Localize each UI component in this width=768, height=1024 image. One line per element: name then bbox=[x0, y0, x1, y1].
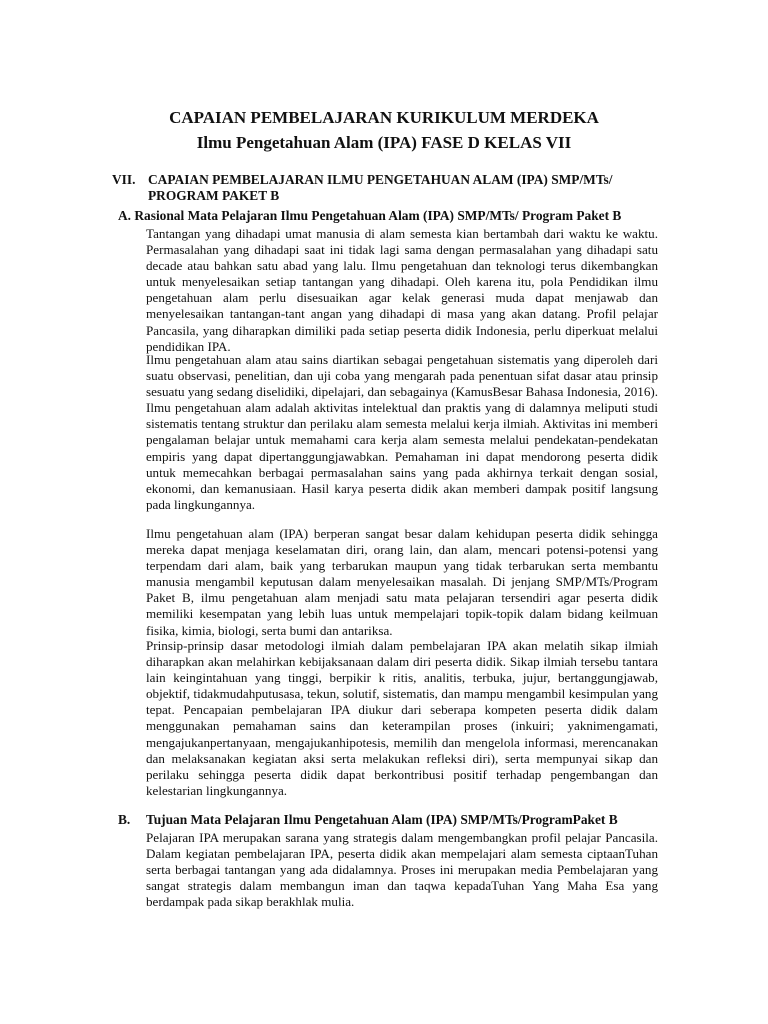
section-a-paragraph-4: Prinsip-prinsip dasar metodologi ilmiah dalam pembelajaran IPA akan melatih sikap ilmiah diharapkan akan melahirkan kebijaksanaan dalam diri peserta didik. Sikap ilmiah tersebu tantara lain keingintahuan yang tinggi, berpikir k ritis, analitis, terbuka, jujur, bertanggungjawab, objektif, tidakmudahputusasa, tekun, solutif, sistematis, dan mampu mengambil kesimpulan yang tepat. Pencapaian pembelajaran IPA diukur dari seberapa kompeten peserta didik dalam menggunakan pemahaman sains dan keterampilan proses (inkuiri; yaknimengamati, mengajukanpertanyaan, mengajukanhipotesis, memilih dan mengelola informasi, merencanakan dan melaksanakan kegiatan aksi serta melakukan refleksi diri), serta mempunyai sikap dan perilaku sehingga peserta didik dapat berkontribusi positif terhadap pengembangan dan kelestarian lingkungannya. bbox=[146, 638, 658, 798]
section-vii-heading-line2: PROGRAM PAKET B bbox=[148, 188, 280, 203]
section-a-paragraph-1: Tantangan yang dihadapi umat manusia di alam semesta kian bertambah dari waktu ke waktu. Permasalahan yang dihadapi saat ini tidak lagi sama dengan permasalahan yang dihadapi satu decade atau bahkan satu abad yang lalu. Ilmu pengetahuan dan teknologi terus dikembangkan untuk menyelesaikan setiap tantangan yang dihadapi. Oleh karena itu, pola Pendidikan ilmu pengetahuan alam perlu disesuaikan agar kelak generasi muda dapat menjawab dan menyelesaikan tantangan-tant angan yang dihadapi di masa yang akan datang. Profil pelajar Pancasila, yang diharapkan dimiliki pada setiap peserta didik Indonesia, perlu diperkuat melalui pendidikan IPA. bbox=[146, 226, 658, 354]
section-a-heading: A. Rasional Mata Pelajaran Ilmu Pengetahuan Alam (IPA) SMP/MTs/ Program Paket B bbox=[118, 208, 622, 223]
section-b-number: B. bbox=[118, 812, 131, 827]
section-b-heading bbox=[118, 812, 678, 828]
section-vii-heading-line1: CAPAIAN PEMBELAJARAN ILMU PENGETAHUAN ALAM (IPA) SMP/MTs/ bbox=[148, 172, 613, 187]
document-subtitle: Ilmu Pengetahuan Alam (IPA) FASE D KELAS VII bbox=[196, 133, 572, 152]
section-b-paragraph-1: Pelajaran IPA merupakan sarana yang strategis dalam mengembangkan profil pelajar Pancasila. Dalam kegiatan pembelajaran IPA, peserta didik akan mempelajari alam semesta ciptaanTuhan serta berbagai tantangan yang ada didalamnya. Proses ini merupakan media Pembelajaran yang sangat strategis dalam membangun iman dan taqwa kepadaTuhan Yang Maha Esa yang berdampak pada sikap berakhlak mulia. bbox=[146, 830, 658, 910]
section-a-paragraph-3: Ilmu pengetahuan alam (IPA) berperan sangat besar dalam kehidupan peserta didik sehingga mereka dapat menjaga keselamatan diri, orang lain, dan alam, mencari potensi-potensi yang terpendam dari alam, baik yang terbarukan maupun yang tidak terbarukan serta membantu manusia mengambil keputusan dalam menyelesaikan masalah. Di jenjang SMP/MTs/Program Paket B, ilmu pengetahuan alam menjadi satu mata pelajaran tersendiri agar peserta didik memiliki kesempatan yang lebih luas untuk mempelajari topik-topik dalam bidang keilmuan fisika, kimia, biologi, serta bumi dan antariksa. bbox=[146, 526, 658, 638]
section-a-paragraph-2: Ilmu pengetahuan alam atau sains diartikan sebagai pengetahuan sistematis yang diperoleh dari suatu observasi, penelitian, dan uji coba yang mengarah pada penentuan sifat dasar atau prinsip sesuatu yang sedang diselidiki, dipelajari, dan sebagainya (KamusBesar Bahasa Indonesia, 2016). Ilmu pengetahuan alam adalah aktivitas intelektual dan praktis yang di dalamnya meliputi studi sistematis tentang struktur dan perilaku alam semesta melalui kerja ilmiah. Aktivitas ini memberi pengalaman belajar untuk memahami cara kerja alam semesta melalui pendekatan-pendekatan empiris yang dapat dipertanggungjawabkan. Pemahaman ini dapat mendorong peserta didik untuk memecahkan berbagai permasalahan sains yang pada akhirnya terkait dengan sosial, ekonomi, dan kemanusiaan. Hasil karya peserta didik akan memberi dampak positif langsung pada lingkungannya. bbox=[146, 352, 658, 512]
document-title: CAPAIAN PEMBELAJARAN KURIKULUM MERDEKA bbox=[169, 108, 599, 127]
section-vii-heading bbox=[112, 172, 672, 204]
section-vii-number: VII. bbox=[112, 172, 136, 187]
section-b-heading-text: Tujuan Mata Pelajaran Ilmu Pengetahuan Alam (IPA) SMP/MTs/ProgramPaket B bbox=[146, 812, 618, 827]
